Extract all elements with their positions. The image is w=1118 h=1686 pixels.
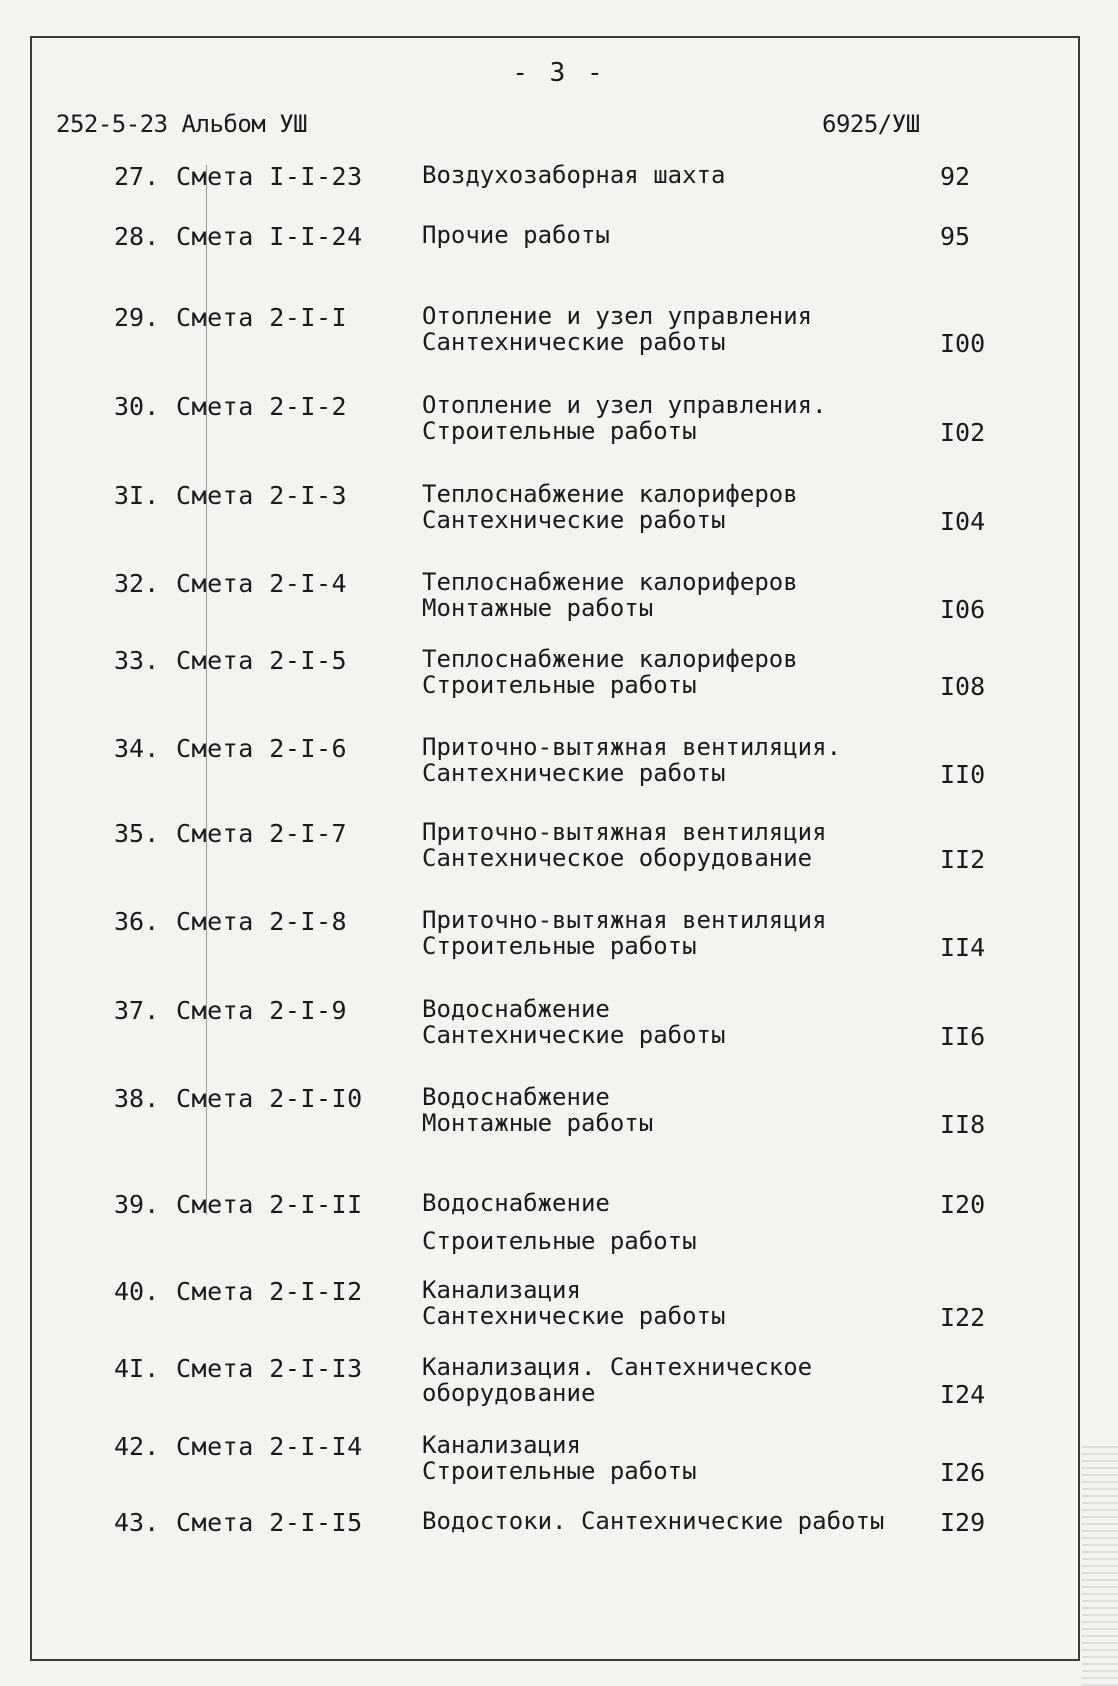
entry-description — [422, 819, 827, 871]
project-number: 6925/УШ — [822, 110, 920, 138]
toc-entry — [0, 392, 1118, 462]
description-line: Приточно-вытяжная вентиляция — [422, 906, 827, 934]
estimate-code: Смета 2-I-I — [176, 303, 348, 332]
page-reference: 95 — [940, 222, 971, 251]
entry-description — [422, 222, 610, 248]
description-line: Сантехническое оборудование — [422, 844, 813, 872]
description-line: Теплоснабжение калориферов — [422, 480, 798, 508]
toc-entry — [0, 996, 1118, 1066]
description-line: Теплоснабжение калориферов — [422, 645, 798, 673]
estimate-code: Смета I-I-23 — [176, 162, 363, 191]
entry-description — [422, 1354, 812, 1406]
toc-entry — [0, 646, 1118, 716]
estimate-code: Смета 2-I-3 — [176, 481, 348, 510]
description-line: Отопление и узел управления — [422, 302, 813, 330]
album-code: 252-5-23 Альбом УШ — [56, 110, 308, 138]
page-reference: II0 — [940, 760, 986, 789]
estimate-code: Смета 2-I-4 — [176, 569, 348, 598]
description-line: Сантехнические работы — [422, 1021, 726, 1049]
estimate-code: Смета 2-I-8 — [176, 907, 348, 936]
description-line: Строительные работы — [422, 417, 697, 445]
description-line: Отопление и узел управления. — [422, 391, 827, 419]
toc-entry — [0, 1354, 1118, 1424]
entry-number: 28. — [114, 222, 160, 251]
page-reference: I00 — [940, 329, 986, 358]
page-reference: I04 — [940, 507, 986, 536]
entry-description — [422, 1508, 884, 1534]
entry-description — [422, 996, 725, 1048]
entry-number: 40. — [114, 1277, 160, 1306]
estimate-code: Смета 2-I-I3 — [176, 1354, 363, 1383]
entry-number: 3I. — [114, 481, 160, 510]
entry-description — [422, 162, 725, 188]
entry-description — [422, 1277, 725, 1329]
entry-number: 42. — [114, 1432, 160, 1461]
description-line: Сантехнические работы — [422, 759, 726, 787]
toc-entry — [0, 734, 1118, 804]
entry-description — [422, 734, 841, 786]
page-reference: I24 — [940, 1380, 986, 1409]
entry-number: 36. — [114, 907, 160, 936]
page-reference: I08 — [940, 672, 986, 701]
description-line: Воздухозаборная шахта — [422, 161, 726, 189]
estimate-code: Смета I-I-24 — [176, 222, 363, 251]
entry-number: 37. — [114, 996, 160, 1025]
entry-number: 39. — [114, 1190, 160, 1219]
estimate-code: Смета 2-I-II — [176, 1190, 363, 1219]
description-line: Канализация. Сантехническое — [422, 1353, 813, 1381]
entry-description — [422, 392, 827, 444]
description-line: Канализация — [422, 1276, 581, 1304]
estimate-code: Смета 2-I-I5 — [176, 1508, 363, 1537]
entry-description — [422, 481, 798, 533]
description-line: Водостоки. Сантехнические работы — [422, 1507, 885, 1535]
entry-number: 29. — [114, 303, 160, 332]
toc-entry — [0, 481, 1118, 551]
entry-number: 34. — [114, 734, 160, 763]
description-line: Приточно-вытяжная вентиляция — [422, 818, 827, 846]
estimate-code: Смета 2-I-2 — [176, 392, 348, 421]
entry-description — [422, 1190, 697, 1254]
description-line: Монтажные работы — [422, 1109, 654, 1137]
description-line: Водоснабжение — [422, 1189, 610, 1217]
estimate-code: Смета 2-I-I2 — [176, 1277, 363, 1306]
entry-description — [422, 569, 798, 621]
description-line: оборудование — [422, 1379, 596, 1407]
description-line: Сантехнические работы — [422, 1302, 726, 1330]
toc-entry — [0, 1508, 1118, 1578]
entry-number: 4I. — [114, 1354, 160, 1383]
description-line: Монтажные работы — [422, 594, 654, 622]
description-line: Строительные работы — [422, 1457, 697, 1485]
page-reference: 92 — [940, 162, 971, 191]
page-reference: I02 — [940, 418, 986, 447]
description-line: Водоснабжение — [422, 1083, 610, 1111]
estimate-code: Смета 2-I-9 — [176, 996, 348, 1025]
description-line: Строительные работы — [422, 1227, 697, 1255]
description-line: Сантехнические работы — [422, 506, 726, 534]
page-reference: II6 — [940, 1022, 986, 1051]
toc-entry — [0, 569, 1118, 639]
page-reference: I06 — [940, 595, 986, 624]
entry-description — [422, 1432, 697, 1484]
entry-number: 33. — [114, 646, 160, 675]
description-line: Канализация — [422, 1431, 581, 1459]
estimate-code: Смета 2-I-6 — [176, 734, 348, 763]
toc-entry — [0, 1190, 1118, 1260]
page-reference: II2 — [940, 845, 986, 874]
estimate-code: Смета 2-I-I0 — [176, 1084, 363, 1113]
description-line: Теплоснабжение калориферов — [422, 568, 798, 596]
entry-number: 43. — [114, 1508, 160, 1537]
entry-description — [422, 1084, 653, 1136]
description-line: Приточно-вытяжная вентиляция. — [422, 733, 842, 761]
entry-description — [422, 907, 827, 959]
entry-number: 35. — [114, 819, 160, 848]
entry-description — [422, 303, 812, 355]
entry-description — [422, 646, 798, 698]
description-line: Сантехнические работы — [422, 328, 726, 356]
page-reference: I22 — [940, 1303, 986, 1332]
description-line: Прочие работы — [422, 221, 610, 249]
page-reference: II4 — [940, 933, 986, 962]
entry-number: 30. — [114, 392, 160, 421]
toc-entry — [0, 1277, 1118, 1347]
estimate-code: Смета 2-I-I4 — [176, 1432, 363, 1461]
toc-entry — [0, 819, 1118, 889]
toc-entry — [0, 222, 1118, 292]
entry-number: 27. — [114, 162, 160, 191]
page-reference: I29 — [940, 1508, 986, 1537]
toc-entry — [0, 303, 1118, 373]
description-line: Водоснабжение — [422, 995, 610, 1023]
page-reference: I20 — [940, 1190, 986, 1219]
scan-edge-texture — [1082, 1446, 1118, 1686]
page-reference: I26 — [940, 1458, 986, 1487]
description-line: Строительные работы — [422, 671, 697, 699]
toc-entry — [0, 907, 1118, 977]
entry-number: 32. — [114, 569, 160, 598]
description-line: Строительные работы — [422, 932, 697, 960]
page-number: - 3 - — [512, 58, 606, 88]
toc-entry — [0, 1084, 1118, 1154]
estimate-code: Смета 2-I-5 — [176, 646, 348, 675]
entry-number: 38. — [114, 1084, 160, 1113]
estimate-code: Смета 2-I-7 — [176, 819, 348, 848]
toc-entry — [0, 1432, 1118, 1502]
page-reference: II8 — [940, 1110, 986, 1139]
